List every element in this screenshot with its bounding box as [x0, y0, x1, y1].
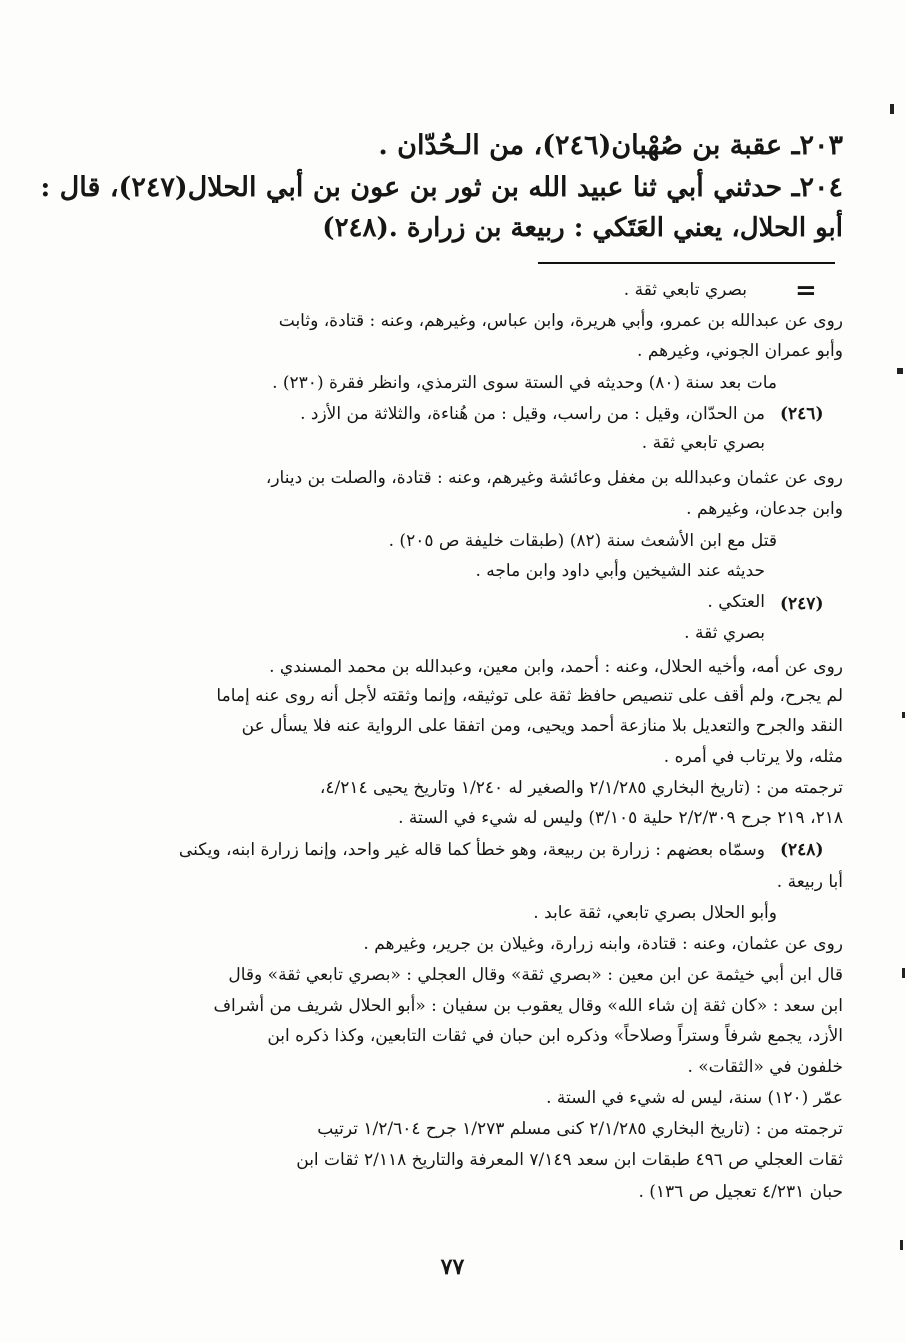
footnote-line: روى عن أمه، وأخيه الحلال، وعنه : أحمد، وابن معين، وعبدالله بن محمد المسندي .	[269, 657, 843, 677]
footnote-line: وأبو عمران الجوني، وغيرهم .	[637, 341, 843, 361]
footnote-line: ترجمته من : (تاريخ البخاري ٢/١/٢٨٥ والصغير له ١/٢٤٠ وتاريخ يحيى ٤/٢١٤،	[319, 778, 843, 798]
entry-204-line-1: ٢٠٤ـ حدثني أبي ثنا عبيد الله بن ثور بن عون بن أبي الحلال(٢٤٧)، قال :	[40, 172, 843, 203]
footnote-line: خلفون في «الثقات» .	[687, 1057, 843, 1077]
footnote-line: قال ابن أبي خيثمة عن ابن معين : «بصري ثقة» وقال العجلي : «بصري تابعي ثقة» وقال	[228, 965, 843, 985]
footnote-line: بصري ثقة .	[684, 623, 765, 643]
footnote-line: روى عن عبدالله بن عمرو، وأبي هريرة، وابن عباس، وغيرهم، وعنه : قتادة، وثابت	[278, 311, 843, 331]
footnote-line: مثله، ولا يرتاب في أمره .	[663, 747, 843, 767]
footnote-number: (٢٤٧)	[780, 594, 824, 614]
footnote-line: ثقات العجلي ص ٤٩٦ طبقات ابن سعد ٧/١٤٩ المعرفة والتاريخ ٢/١١٨ ثقات ابن	[296, 1150, 843, 1170]
scan-speck	[897, 368, 903, 374]
footnote-line: بصري تابعي ثقة .	[641, 433, 765, 453]
footnote-line: أبا ربيعة .	[776, 872, 843, 892]
footnote-line: ترجمته من : (تاريخ البخاري ٢/١/٢٨٥ كنى مسلم ١/٢٧٣ جرح ١/٢/٦٠٤ ترتيب	[317, 1119, 843, 1139]
footnote-line: من الحدّان، وقيل : من راسب، وقيل : من هُناءة، والثلاثة من الأزد .	[300, 404, 765, 424]
scan-speck	[900, 1240, 903, 1250]
footnote-line: ابن سعد : «كان ثقة إن شاء الله» وقال يعقوب بن سفيان : «أبو الحلال شريف من أشراف	[213, 996, 843, 1016]
footnote-line: مات بعد سنة (٨٠) وحديثه في الستة سوى الترمذي، وانظر فقرة (٢٣٠) .	[272, 373, 777, 393]
footnote-line: لم يجرح، ولم أقف على تنصيص حافظ ثقة على توثيقه، وإنما وثقته لأجل أنه روى عنه إماما	[216, 686, 843, 706]
footnote-line: النقد والجرح والتعديل بلا منازعة أحمد ويحيى، ومن اتفقا على الرواية عنه فلا يسأل عن	[241, 716, 843, 736]
continuation-mark: =	[795, 276, 817, 306]
footnote-line: وسمّاه بعضهم : زرارة بن ربيعة، وهو خطأ كما قاله غير واحد، وإنما زرارة ابنه، ويكنى	[178, 840, 765, 860]
footnote-number: (٢٤٦)	[780, 404, 824, 424]
footnote-line: روى عن عثمان وعبدالله بن مغفل وعائشة وغيرهم، وعنه : قتادة، والصلت بن دينار،	[265, 468, 843, 488]
footnote-number: (٢٤٨)	[780, 840, 824, 860]
footnote-line: وأبو الحلال بصري تابعي، ثقة عابد .	[533, 903, 777, 923]
footnote-line: الأزد، يجمع شرفاً وستراً وصلاحاً» وذكره ابن حبان في ثقات التابعين، وكذا ذكره ابن	[267, 1026, 843, 1046]
footnote-line: وابن جدعان، وغيرهم .	[686, 499, 843, 519]
footnote-line: قتل مع ابن الأشعث سنة (٨٢) (طبقات خليفة ص ٢٠٥) .	[388, 531, 777, 551]
footnote-separator	[538, 262, 835, 264]
footnote-line: عمّر (١٢٠) سنة، ليس له شيء في الستة .	[546, 1088, 843, 1108]
footnote-line: حبان ٤/٢٣١ تعجيل ص ١٣٦) .	[638, 1182, 843, 1202]
page-number: ٧٧	[440, 1254, 465, 1280]
entry-203: ٢٠٣ـ عقبة بن صُهْبان(٢٤٦)، من الـحُدّان .	[378, 130, 843, 161]
footnote-line: حديثه عند الشيخين وأبي داود وابن ماجه .	[475, 561, 765, 581]
scan-speck	[890, 104, 894, 114]
footnote-line: العتكي .	[707, 592, 765, 612]
entry-204-line-2: أبو الحلال، يعني العَتَكي : ربيعة بن زرارة .(٢٤٨)	[322, 213, 843, 243]
footnote-line: بصري تابعي ثقة .	[623, 280, 747, 300]
footnote-line: روى عن عثمان، وعنه : قتادة، وابنه زرارة، وغيلان بن جرير، وغيرهم .	[363, 934, 843, 954]
footnote-line: ٢١٨، ٢١٩ جرح ٢/٢/٣٠٩ حلية ٣/١٠٥) وليس له شيء في الستة .	[398, 808, 843, 828]
